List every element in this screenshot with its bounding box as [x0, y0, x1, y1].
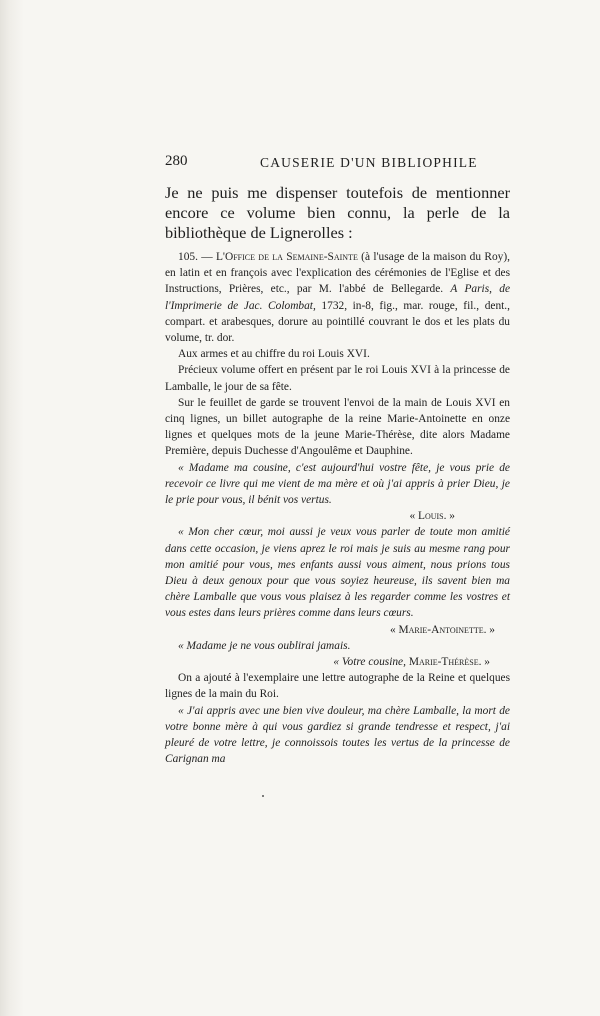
louis-quote: « Madame ma cousine, c'est aujourd'hui vostre fête, je vous prie de recevoir ce livre qui me vient de ma mère et où j'ai appris à prier Dieu, je le prie pour vous, il bénit vos vertus. — [165, 461, 510, 507]
final-quote: « J'ai appris avec une bien vive douleur, ma chère Lamballe, la mort de votre bonne mère à qui vous gardiez si grande tendresse et respect, j'ai pleuré de votre lettre, je connoissois toutes les vertus de la princesse de Carignan ma — [165, 704, 510, 766]
entry-arms: Aux armes et au chiffre du roi Louis XVI. — [178, 348, 370, 361]
page-number: 280 — [165, 153, 188, 169]
marie-antoinette-signature: « Marie-Antoinette. » — [389, 623, 495, 636]
print-speck — [262, 795, 264, 797]
page-edge-shadow — [0, 0, 24, 1016]
marie-therese-quote: « Madame je ne vous oublirai jamais. — [178, 639, 351, 652]
catalog-entry — [165, 249, 510, 768]
running-title: CAUSERIE D'UN BIBLIOPHILE — [260, 155, 478, 170]
entry-imprint: A Paris, de l'Imprimerie de Jac. Colombat, — [165, 283, 510, 312]
entry-title: L'Office de la Semaine-Sainte — [215, 251, 358, 263]
entry-gift: Précieux volume offert en présent par le roi Louis XVI à la princesse de Lamballe, le jour de sa fête. — [165, 364, 510, 393]
louis-signature: « Louis. » — [409, 510, 455, 523]
entry-flyleaf: Sur le feuillet de garde se trouvent l'envoi de la main de Louis XVI en cinq lignes, un billet autographe de la reine Marie-Antoinette en onze lignes et quelques mots de la jeune Marie-Thérèse, dite alors Madame Première, depuis Duchesse d'Angoulême et Dauphine. — [165, 396, 510, 458]
intro-paragraph: Je ne puis me dispenser toutefois de mentionner encore ce volume bien connu, la perle de la bibliothèque de Lignerolles : — [165, 183, 510, 242]
entry-description-text: (à l'usage de la maison du Roy), en latin et en françois avec l'explication des cérémonies de l'Eglise et des Instructions, Prières, etc., par M. l'abbé de Bellegarde. — [165, 251, 510, 296]
marie-therese-name: Marie-Thérèse. — [408, 656, 482, 669]
marie-therese-signature — [165, 654, 510, 670]
marie-therese-end: » — [481, 656, 490, 669]
marie-antoinette-quote: « Mon cher cœur, moi aussi je veux vous parler de toute mon amitié dans cette occasion, je viens aprez le roi mais je suis au mesme rang pour mon amitié pour vous, mes enfants aussi vous aiment, nous prions tous Dieu à deux genoux pour que vous soyiez heureuse, ils savent bien ma chère Lamballe que vous vous plaisez à les regarder comme les vostres et vous estes dans leurs prières comme dans leurs cœurs. — [165, 526, 510, 620]
entry-number: 105. — — [178, 251, 216, 263]
entry-details: 1732, in-8, fig., mar. rouge, fil., dent., compart. et arabesques, dorure au pointillé couvrant le dos et les plats du volume, tr. dor. — [165, 299, 510, 345]
addition-paragraph: On a ajouté à l'exemplaire une lettre autographe de la Reine et quelques lignes de la main du Roi. — [165, 672, 510, 701]
entry-description — [165, 249, 510, 346]
marie-therese-closing: « Votre cousine, — [333, 656, 409, 669]
